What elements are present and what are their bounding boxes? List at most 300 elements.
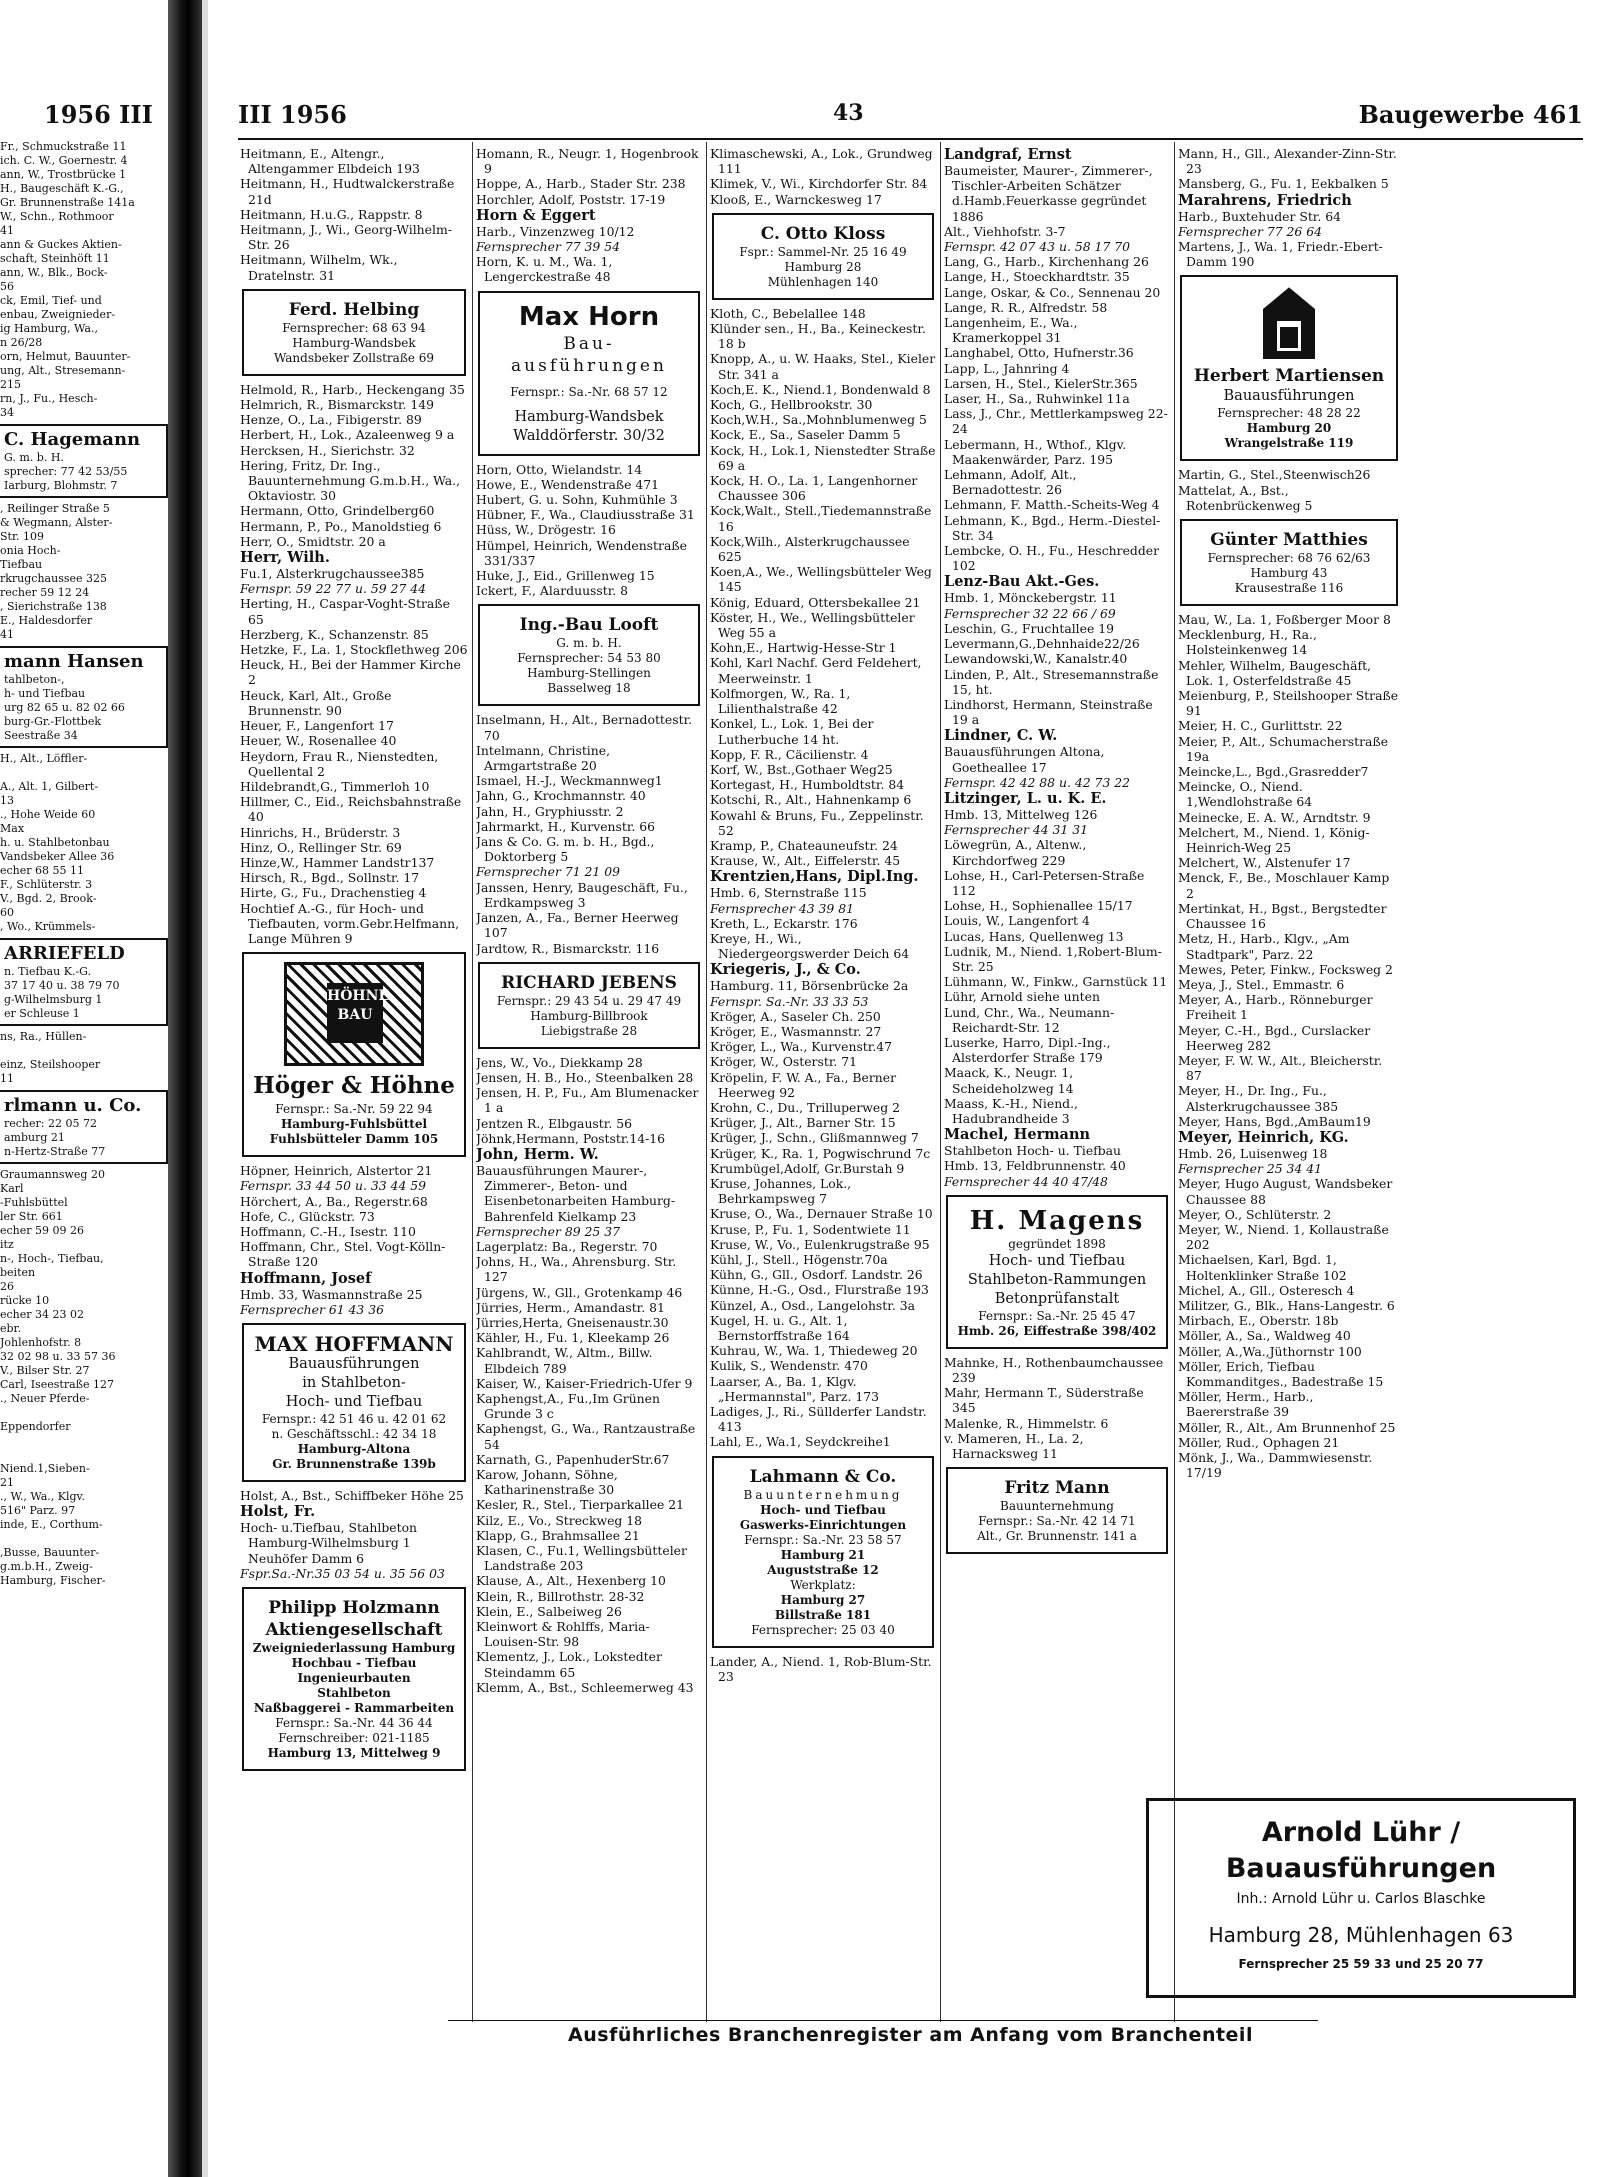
ad-holzmann-phone: Fernspr.: Sa.-Nr. 44 36 44: [275, 1715, 433, 1730]
directory-entry: Mehler, Wilhelm, Baugeschäft, Lok. 1, Osterfeldstraße 45: [1178, 657, 1371, 688]
directory-entry: Meya, J., Stel., Emmastr. 6: [1178, 976, 1345, 992]
directory-entry: Herting, H., Caspar-Voght-Straße 65: [240, 596, 450, 627]
facing-entry: h- und Tiefbau: [4, 687, 86, 700]
house-logo-icon: [1263, 287, 1315, 359]
ad-helbing-street: Wandsbeker Zollstraße 69: [273, 350, 435, 365]
directory-entry: Hirsch, R., Bgd., Sollnstr. 17: [240, 870, 420, 886]
facing-entry: ., Neuer Pferde-: [0, 1392, 90, 1405]
ad-magens-name: H. Magens: [969, 1205, 1145, 1236]
entries-lander: [710, 1654, 936, 1684]
ad-holzmann-line: Hochbau - Tiefbau: [291, 1655, 417, 1670]
directory-entry: Jahrmarkt, H., Kurvenstr. 66: [476, 818, 656, 834]
ad-kloss-name: C. Otto Kloss: [760, 223, 886, 244]
directory-entry: Jardtow, R., Bismarckstr. 116: [476, 940, 660, 956]
directory-entry: Heuck, Karl, Alt., Große Brunnenstr. 90: [240, 687, 392, 718]
directory-entry: Lembcke, O. H., Fu., Heschredder 102: [944, 543, 1160, 574]
directory-entry: Heitmann, H.u.G., Rappstr. 8: [240, 206, 423, 222]
facing-entry: urg 82 65 u. 82 02 66: [4, 701, 125, 714]
facing-entry: n-Hertz-Straße 77: [4, 1145, 106, 1158]
directory-entry: Hermann, Otto, Grindelberg60: [240, 503, 435, 519]
directory-entry: Harb., Buxtehuder Str. 64: [1178, 208, 1342, 224]
directory-entry: Möller, R., Alt., Am Brunnenhof 25: [1178, 1419, 1396, 1435]
facing-entry: burg-Gr.-Flottbek: [4, 715, 102, 728]
directory-entry: Lehmann, K., Bgd., Herm.-Diestel-Str. 34: [944, 512, 1161, 543]
entry-meyer-heinrich-name: Meyer, Heinrich, KG.: [1178, 1128, 1349, 1146]
directory-entry: Klimek, V., Wi., Kirchdorfer Str. 84: [710, 176, 928, 192]
facing-entry: g-Wilhelmsburg 1: [4, 993, 103, 1006]
entries-mann: [1178, 146, 1400, 192]
entries-hoepner: [240, 1163, 468, 1269]
directory-entry: Kotschi, R., Alt., Hahnenkamp 6: [710, 792, 912, 808]
directory-entry: Malenke, R., Himmelstr. 6: [944, 1415, 1109, 1431]
page-header: [238, 100, 1583, 134]
ad-luehr-address: Hamburg 28, Mühlenhagen 63: [1208, 1923, 1514, 1947]
header-section: Baugewerbe 461: [1358, 100, 1583, 129]
entry-holst-details: [240, 1520, 468, 1581]
ad-kloss-city: Hamburg 28: [784, 259, 862, 274]
ad-magens-phone: Fernspr.: Sa.-Nr. 25 45 47: [978, 1308, 1136, 1323]
facing-ad-hagemann: [0, 424, 168, 498]
column-divider: [1174, 142, 1175, 2022]
page-number: 43: [833, 100, 864, 126]
directory-entry: Kruse, O., Wa., Dernauer Straße 10: [710, 1206, 933, 1222]
facing-entry: 41: [0, 224, 14, 237]
facing-entry: ung, Alt., Stresemann-: [0, 364, 126, 377]
facing-entry: 11: [0, 1072, 14, 1085]
facing-entry: echer 34 23 02: [0, 1308, 85, 1321]
directory-entry: Karow, Johann, Söhne, Katharinenstraße 30: [476, 1466, 618, 1498]
facing-entry: amburg 21: [4, 1131, 65, 1144]
directory-entry: Menck, F., Be., Moschlauer Kamp 2: [1178, 870, 1390, 901]
facing-entry: 56: [0, 280, 14, 293]
directory-entry: Heitmann, Wilhelm, Wk., Dratelnstr. 31: [240, 252, 398, 283]
directory-entry: Meincke,L., Bgd.,Grasredder7: [1178, 764, 1369, 780]
directory-entry: Larsen, H., Stel., KielerStr.365: [944, 375, 1138, 391]
directory-entry: Kulik, S., Wendenstr. 470: [710, 1358, 868, 1374]
directory-entry: Korf, W., Bst.,Gothaer Weg25: [710, 761, 893, 777]
ad-lahmann-line: Hamburg 27: [780, 1592, 866, 1607]
ad-helbing-city: Hamburg-Wandsbek: [292, 335, 416, 350]
facing-entry: Graumannsweg 20: [0, 1168, 105, 1181]
directory-entry: Hinze,W., Hammer Landstr137: [240, 854, 435, 870]
column-divider: [940, 142, 941, 2022]
directory-entry: Horn, Otto, Wielandstr. 14: [476, 461, 643, 477]
entries-kloth: [710, 306, 936, 869]
directory-entry: Luserke, Harro, Dipl.-Ing., Alsterdorfer Straße 179: [944, 1034, 1111, 1066]
entries-mahnke: [944, 1355, 1170, 1461]
directory-entry: Helmrich, R., Bismarckstr. 149: [240, 397, 435, 413]
directory-entry: Mansberg, G., Fu. 1, Eekbalken 5: [1178, 176, 1389, 192]
facing-entry: Gr. Brunnenstraße 141a: [0, 196, 135, 209]
facing-entry: recher 59 12 24: [0, 586, 90, 599]
facing-entry: V., Bilser Str. 27: [0, 1364, 90, 1377]
directory-entry: Lange, H., Stoeckhardtstr. 35: [944, 269, 1130, 285]
ad-matthies-city: Hamburg 43: [1250, 566, 1328, 581]
directory-entry: Hermann, P., Po., Manoldstieg 6: [240, 518, 442, 534]
ad-maxhoffmann-name: MAX HOFFMANN: [254, 1331, 454, 1356]
directory-entry: Hoch- u.Tiefbau, Stahlbeton Hamburg-Wilhelmsburg 1 Neuhöfer Damm 6: [240, 1520, 418, 1566]
directory-entry: Kühl, J., Stell., Högenstr.70a: [710, 1252, 888, 1267]
facing-entry: E., Haldesdorfer: [0, 614, 93, 627]
facing-entry: [0, 1044, 168, 1058]
facing-entry: rücke 10: [0, 1294, 50, 1307]
facing-entry: Seestraße 34: [4, 729, 78, 742]
directory-entry: Melchert, M., Niend. 1, König-Heinrich-Weg 25: [1178, 824, 1370, 856]
directory-entry: Hmb. 6, Sternstraße 115: [710, 885, 867, 901]
column-3: [710, 146, 936, 2022]
directory-entry: Möller, Erich, Tiefbau Kommanditges., Badestraße 15: [1178, 1358, 1384, 1389]
facing-entry: einz, Steilshooper: [0, 1058, 101, 1071]
directory-entry: Künne, H.-G., Osd., Flurstraße 193: [710, 1282, 929, 1298]
facing-entry: Carl, Iseestraße 127: [0, 1378, 114, 1391]
footer-note: Ausführliches Branchenregister am Anfang vom Branchenteil: [568, 2024, 1253, 2046]
directory-entry: Kolfmorgen, W., Ra. 1, Lilienthalstraße 42: [710, 685, 851, 717]
directory-entry: Krohn, C., Du., Trilluperweg 2: [710, 1099, 900, 1115]
facing-entries-bottom: [0, 1168, 168, 1588]
facing-entry: 32 02 98 u. 33 57 36: [0, 1350, 116, 1363]
facing-entry: [0, 1406, 168, 1420]
directory-entry: Ismael, H.-J., Weckmannweg1: [476, 773, 663, 789]
directory-entry: Kramp, P., Chateauneufstr. 24: [710, 837, 898, 853]
directory-entry: Linden, P., Alt., Stresemannstraße 15, ht.: [944, 666, 1159, 697]
directory-entry: Klause, A., Alt., Hexenberg 10: [476, 1573, 666, 1589]
entry-horn-eggert-details: [476, 224, 702, 285]
entry-marahrens-name: Marahrens, Friedrich: [1178, 191, 1352, 209]
directory-entry: Jürgens, W., Gll., Grotenkamp 46: [476, 1284, 683, 1300]
facing-page-column: [0, 140, 168, 1588]
ad-lahmann-phone: Fernspr.: Sa.-Nr. 23 58 57: [744, 1532, 902, 1547]
ad-lahmann-line: Billstraße 181: [774, 1607, 872, 1622]
directory-entry: Mattelat, A., Bst., Rotenbrückenweg 5: [1178, 482, 1313, 513]
ad-jebens-name: RICHARD JEBENS: [501, 972, 677, 993]
ad-maxhoffmann-street: Gr. Brunnenstraße 139b: [272, 1456, 436, 1471]
directory-entry: Fernsprecher 32 22 66 / 69: [944, 605, 1116, 621]
ad-mann-phone: Fernspr.: Sa.-Nr. 42 14 71: [978, 1514, 1136, 1529]
directory-entry: Mirbach, E., Oberstr. 18b: [1178, 1313, 1339, 1329]
ad-magens-address: Hmb. 26, Eiffestraße 398/402: [957, 1323, 1157, 1338]
entry-krentzien-name: Krentzien,Hans, Dipl.Ing.: [710, 868, 919, 886]
facing-entry: echer 68 55 11: [0, 864, 85, 877]
ad-holzmann-address: Hamburg 13, Mittelweg 9: [267, 1745, 441, 1760]
facing-ad-hansen: [0, 646, 168, 748]
directory-entry: Kuhrau, W., Wa. 1, Thiedeweg 20: [710, 1343, 918, 1359]
ad-mann-line: Bauunternehmung: [1000, 1499, 1114, 1514]
directory-entry: Hering, Fritz, Dr. Ing., Bauunternehmung G.m.b.H., Wa., Oktaviostr. 30: [240, 457, 461, 504]
entry-hoffmann-details: [240, 1287, 468, 1317]
directory-entry: Jensen, H. P., Fu., Am Blumenacker 1 a: [476, 1085, 699, 1116]
ad-maxhorn-street: Walddörferstr. 30/32: [513, 427, 665, 444]
directory-entry: Kohl, Karl Nachf. Gerd Feldehert, Meerweinstr. 1: [710, 655, 922, 686]
facing-ad-rlmann: [0, 1090, 168, 1164]
facing-entry: rn, J., Fu., Hesch-: [0, 392, 98, 405]
facing-entry: ck, Emil, Tief- und: [0, 294, 102, 307]
directory-entry: Hörchert, A., Ba., Regerstr.68: [240, 1193, 428, 1209]
entries-martin: [1178, 467, 1400, 513]
directory-entry: Meier, H. C., Gurlittstr. 22: [1178, 718, 1343, 734]
facing-entry: h. u. Stahlbetonbau: [0, 836, 110, 849]
facing-entry: ich. C. W., Goernestr. 4: [0, 154, 128, 167]
entries-herting: [240, 596, 468, 946]
facing-entry: 37 17 40 u. 38 79 70: [4, 979, 120, 992]
ad-hoeger-city: Hamburg-Fuhlsbüttel: [280, 1117, 428, 1132]
directory-entry: Fspr.Sa.-Nr.35 03 54 u. 35 56 03: [240, 1565, 445, 1581]
facing-entry: ,Busse, Bauunter-: [0, 1546, 100, 1559]
directory-entry: Michaelsen, Karl, Bgd. 1, Holtenklinker Straße 102: [1178, 1252, 1347, 1283]
directory-entry: Jans & Co. G. m. b. H., Bgd., Doktorberg 5: [476, 834, 655, 865]
entry-holst-name: Holst, Fr.: [240, 1503, 316, 1521]
directory-entry: Hochtief A.-G., für Hoch- und Tiefbauten, vorm.Gebr.Helfmann, Lange Mühren 9: [240, 900, 460, 946]
directory-entry: Jens, W., Vo., Diekkamp 28: [476, 1054, 643, 1070]
ad-jebens-city: Hamburg-Billbrook: [530, 1008, 648, 1023]
facing-entry: H., Alt., Löffler-: [0, 752, 88, 765]
ad-holzmann-line: Ingenieurbauten: [297, 1670, 411, 1685]
facing-entry: 13: [0, 794, 14, 807]
directory-entry: Fernspr. 33 44 50 u. 33 44 59: [240, 1178, 427, 1194]
directory-entry: v. Mameren, H., La. 2, Harnacksweg 11: [944, 1430, 1084, 1462]
directory-entry: Martens, J., Wa. 1, Friedr.-Ebert-Damm 190: [1178, 239, 1383, 270]
ad-jebens-street: Liebigstraße 28: [540, 1023, 638, 1038]
ad-maxhorn-line: Bau-: [563, 333, 615, 354]
directory-entry: König, Eduard, Ottersbekallee 21: [710, 594, 921, 610]
directory-entry: Lühmann, W., Finkw., Garnstück 11: [944, 974, 1168, 990]
entry-machel-name: Machel, Hermann: [944, 1126, 1091, 1144]
facing-entry: H., Baugeschäft K.-G.,: [0, 182, 124, 195]
directory-entry: Köster, H., We., Wellingsbütteler Weg 55 a: [710, 609, 915, 641]
ad-hoeger-hoehne: [242, 952, 466, 1157]
facing-entry: G. m. b. H.: [4, 451, 64, 464]
directory-entry: Hofe, C., Glückstr. 73: [240, 1208, 375, 1224]
directory-entry: Hubert, G. u. Sohn, Kuhmühle 3: [476, 492, 678, 508]
entries-homann: [476, 146, 702, 207]
directory-entry: Mecklenburg, H., Ra., Holsteinkenweg 14: [1178, 627, 1317, 658]
directory-entry: Krüger, K., Ra. 1, Pogwischrund 7c: [710, 1145, 931, 1161]
directory-entry: Kruse, Johannes, Lok., Behrkampsweg 7: [710, 1175, 852, 1207]
facing-entry: W., Schn., Rothmoor: [0, 210, 114, 223]
directory-entry: Hamburg. 11, Börsenbrücke 2a: [710, 978, 909, 994]
directory-entry: Fernsprecher 44 40 47/48: [944, 1173, 1108, 1189]
entries-horn-otto: [476, 462, 702, 599]
directory-entry: Louis, W., Langenfort 4: [944, 913, 1090, 929]
directory-entry: Hüss, W., Drögestr. 16: [476, 522, 616, 538]
directory-entry: Krause, W., Alt., Eiffelerstr. 45: [710, 853, 901, 869]
ad-matthies: [1180, 519, 1398, 606]
facing-entry: echer 59 09 26: [0, 1224, 85, 1237]
directory-entry: Fernsprecher 44 31 31: [944, 822, 1088, 838]
directory-entry: Kreye, H., Wi., Niedergeorgswerder Deich 64: [710, 930, 910, 962]
directory-entry: Fernsprecher 43 39 81: [710, 900, 854, 916]
facing-entry: 21: [0, 1476, 14, 1489]
directory-entry: Laarser, A., Ba. 1, Klgv. „Hermannstal", Parz. 173: [710, 1373, 879, 1404]
directory-entry: Möller, Rud., Ophagen 21: [1178, 1434, 1340, 1450]
ad-magens: [946, 1195, 1168, 1349]
directory-entry: Meyer, H., Dr. Ing., Fu., Alsterkrugchaussee 385: [1178, 1083, 1339, 1114]
ad-max-hoffmann: [242, 1323, 466, 1482]
directory-entry: Krüger, J., Alt., Barner Str. 15: [710, 1115, 896, 1131]
directory-entry: Mertinkat, H., Bgst., Bergstedter Chaussee 16: [1178, 900, 1387, 932]
entry-kriegeris-details: [710, 978, 936, 1449]
facing-entry: ., W., Wa., Klgv.: [0, 1490, 85, 1503]
directory-entry: Möller, A., Sa., Waldweg 40: [1178, 1328, 1351, 1344]
ad-matthies-name: Günter Matthies: [1210, 530, 1368, 551]
directory-entry: Lahl, E., Wa.1, Seydckreihe1: [710, 1434, 891, 1450]
directory-entry: Lass, J., Chr., Mettlerkampsweg 22-24: [944, 406, 1168, 437]
directory-entry: Kopp, F. R., Cäcilienstr. 4: [710, 746, 869, 762]
directory-page: [208, 0, 1600, 2177]
directory-entry: Fernspr. 42 07 43 u. 58 17 70: [944, 239, 1131, 255]
directory-entry: Kloth, C., Bebelallee 148: [710, 305, 866, 321]
facing-entry: C. Hagemann: [4, 429, 141, 450]
facing-entry: g.m.b.H., Zweig-: [0, 1560, 93, 1573]
directory-entry: Krüger, J., Schn., Glißmannweg 7: [710, 1130, 919, 1146]
directory-entry: Kröger, E., Wasmannstr. 27: [710, 1023, 882, 1039]
directory-entry: Knopp, A., u. W. Haaks, Stel., Kieler Str. 341 a: [710, 351, 936, 382]
directory-entry: Fu.1, Alsterkrugchaussee385: [240, 566, 425, 582]
facing-ad-barriefeld: [0, 938, 168, 1026]
facing-entry: [0, 1434, 168, 1448]
directory-entry: Hoppe, A., Harb., Stader Str. 238: [476, 176, 686, 192]
directory-entry: Koch,E. K., Niend.1, Bondenwald 8: [710, 381, 931, 397]
directory-entry: Künzel, A., Osd., Langelohstr. 3a: [710, 1297, 915, 1313]
directory-entry: Lander, A., Niend. 1, Rob-Blum-Str. 23: [710, 1653, 932, 1684]
facing-entry: n. Tiefbau K.-G.: [4, 965, 92, 978]
directory-entry: Hercksen, H., Sierichstr. 32: [240, 442, 415, 458]
facing-entry: Niend.1,Sieben-: [0, 1462, 90, 1475]
directory-entry: Klapp, G., Brahmsallee 21: [476, 1527, 640, 1543]
facing-entry: 26: [0, 1280, 14, 1293]
facing-entry: [0, 1448, 168, 1462]
directory-entry: Langenheim, E., Wa., Kramerkoppel 31: [944, 315, 1078, 346]
directory-entry: Lang, G., Harb., Kirchenhang 26: [944, 254, 1149, 270]
directory-entry: Kesler, R., Stel., Tierparkallee 21: [476, 1497, 684, 1513]
entries-holst-a: [240, 1488, 468, 1503]
ad-lahmann-phone2: Fernsprecher: 25 03 40: [751, 1622, 895, 1637]
ad-magens-founded: gegründet 1898: [1008, 1236, 1106, 1251]
directory-entry: Hümpel, Heinrich, Wendenstraße 331/337: [476, 537, 687, 568]
directory-entry: Hübner, F., Wa., Claudiusstraße 31: [476, 507, 695, 523]
directory-entry: Langhabel, Otto, Hufnerstr.36: [944, 345, 1134, 361]
directory-entry: Heitmann, J., Wi., Georg-Wilhelm-Str. 26: [240, 222, 452, 253]
directory-entry: Konkel, L., Lok. 1, Bei der Lutherbuche 14 ht.: [710, 716, 874, 747]
directory-entry: Heuck, H., Bei der Hammer Kirche 2: [240, 657, 461, 688]
directory-entry: Metz, H., Harb., Klgv., „Am Stadtpark", Parz. 22: [1178, 931, 1350, 962]
facing-entry: n-, Hoch-, Tiefbau,: [0, 1252, 104, 1265]
facing-entry: 41: [0, 628, 14, 641]
column-divider: [472, 142, 473, 2022]
facing-entry: sprecher: 77 42 53/55: [4, 465, 128, 478]
ad-luehr-owners: Inh.: Arnold Lühr u. Carlos Blaschke: [1236, 1891, 1486, 1907]
entries-mau: [1178, 612, 1400, 1129]
directory-entry: Ickert, F., Alarduusstr. 8: [476, 583, 629, 599]
directory-entry: Michel, A., Gll., Osteresch 4: [1178, 1282, 1355, 1298]
directory-entry: Lohse, H., Sophienallee 15/17: [944, 898, 1133, 914]
facing-entry: Johlenhofstr. 8: [0, 1336, 82, 1349]
directory-entry: Helmold, R., Harb., Heckengang 35: [240, 381, 465, 397]
ad-maxhoffmann-phone: Fernspr.: 42 51 46 u. 42 01 62: [261, 1411, 447, 1426]
directory-entry: Mau, W., La. 1, Foßberger Moor 8: [1178, 612, 1391, 628]
entry-herr-name: Herr, Wilh.: [240, 549, 330, 567]
directory-entry: Klein, R., Billrothstr. 28-32: [476, 1588, 645, 1604]
entry-hoffmann-name: Hoffmann, Josef: [240, 1269, 372, 1287]
directory-entry: Klemm, A., Bst., Schleemerweg 43: [476, 1679, 694, 1695]
header-volume: III 1956: [238, 100, 347, 129]
entry-john-details: [476, 1163, 702, 1254]
ad-lahmann-name: Lahmann & Co.: [749, 1466, 897, 1487]
facing-page: [0, 0, 180, 2177]
directory-entry: Lewandowski,W., Kanalstr.40: [944, 651, 1128, 667]
directory-entry: Hmb. 33, Wasmannstraße 25: [240, 1286, 423, 1302]
entry-machel-details: [944, 1143, 1170, 1189]
ad-martiensen: [1180, 275, 1398, 461]
ad-luehr-phone: Fernsprecher 25 59 33 und 25 20 77: [1238, 1957, 1484, 1971]
directory-entry: Fernsprecher 89 25 37: [476, 1223, 620, 1239]
facing-entry: Str. 109: [0, 530, 44, 543]
directory-entry: Lohse, H., Carl-Petersen-Straße 112: [944, 867, 1145, 898]
directory-entry: Mahnke, H., Rothenbaumchaussee 239: [944, 1354, 1164, 1385]
directory-entry: Kock,Walt., Stell.,Tiedemannstraße 16: [710, 503, 932, 534]
directory-entry: Höpner, Heinrich, Alstertor 21: [240, 1163, 433, 1179]
entry-landgraf-details: [944, 163, 1170, 573]
footer-rule: [448, 2020, 1318, 2021]
entry-lindner-name: Lindner, C. W.: [944, 727, 1058, 745]
ad-magens-line: Betonprüfanstalt: [994, 1290, 1120, 1307]
facing-page-header: 1956 III: [44, 100, 153, 129]
entry-litzinger-details: [944, 807, 1170, 1126]
directory-entry: Möller, Herm., Harb., Baererstraße 39: [1178, 1389, 1314, 1420]
entry-meyer-heinrich-details: [1178, 1146, 1400, 1480]
directory-entry: Kilz, E., Vo., Streckweg 18: [476, 1512, 643, 1528]
ad-lahmann-line: Bauunternehmung: [743, 1487, 903, 1502]
directory-entry: Heitmann, E., Altengr., Altengammer Elbdeich 193: [240, 146, 420, 177]
directory-entry: Löwegrün, A., Altenw., Kirchdorfweg 229: [944, 837, 1087, 868]
directory-entry: Karnath, G., PapenhuderStr.67: [476, 1451, 670, 1467]
directory-entry: Klimaschewski, A., Lok., Grundweg 111: [710, 146, 933, 177]
facing-entry: ann & Guckes Aktien-: [0, 238, 122, 251]
ad-holzmann-name2: Aktiengesellschaft: [265, 1619, 443, 1640]
entry-herr-details: [240, 566, 468, 596]
header-rule: [238, 138, 1583, 140]
directory-entry: Lucas, Hans, Quellenweg 13: [944, 928, 1124, 944]
directory-entry: Lund, Chr., Wa., Neumann-Reichardt-Str. 12: [944, 1004, 1115, 1035]
ad-holzmann-line: Naßbaggerei - Rammarbeiten: [253, 1700, 455, 1715]
facing-entry: Iarburg, Blohmstr. 7: [4, 479, 118, 492]
directory-entry: Jürries,Herta, Gneisenaustr.30: [476, 1314, 669, 1330]
column-5: [1178, 146, 1400, 1786]
directory-entry: Fernsprecher 61 43 36: [240, 1301, 384, 1317]
ad-lahmann-street: Auguststraße 12: [767, 1562, 879, 1577]
directory-entry: Henze, O., La., Fibigerstr. 89: [240, 412, 422, 428]
facing-entry: orn, Helmut, Bauunter-: [0, 350, 131, 363]
directory-entry: Maack, K., Neugr. 1, Scheideholzweg 14: [944, 1065, 1074, 1096]
ad-looft-phone: Fernsprecher: 54 53 80: [517, 651, 661, 666]
ad-hoeger-phone: Fernspr.: Sa.-Nr. 59 22 94: [275, 1102, 433, 1117]
directory-entry: Meyer, W., Niend. 1, Kollaustraße 202: [1178, 1221, 1389, 1253]
column-2: [476, 146, 702, 2022]
directory-entry: Ludnik, M., Niend. 1,Robert-Blum-Str. 25: [944, 943, 1162, 974]
ad-martiensen-city: Hamburg 20: [1246, 421, 1332, 436]
facing-entry: & Wegmann, Alster-: [0, 516, 113, 529]
facing-entry: ig Hamburg, Wa.,: [0, 322, 98, 335]
directory-entry: Kröger, W., Osterstr. 71: [710, 1054, 858, 1070]
directory-entry: Kreth, L., Eckarstr. 176: [710, 915, 858, 931]
ad-helbing: [242, 289, 466, 376]
ad-maxhorn-line: ausführungen: [511, 355, 667, 376]
entries-heitmann: [240, 146, 468, 283]
directory-entry: Holst, A., Bst., Schiffbeker Höhe 25: [240, 1487, 464, 1503]
ad-looft-name: Ing.-Bau Looft: [519, 615, 659, 636]
facing-entry: ann, W., Blk., Bock-: [0, 266, 108, 279]
facing-entry: rlmann u. Co.: [4, 1095, 142, 1116]
directory-entry: Janssen, Henry, Baugeschäft, Fu., Erdkampsweg 3: [476, 879, 688, 910]
